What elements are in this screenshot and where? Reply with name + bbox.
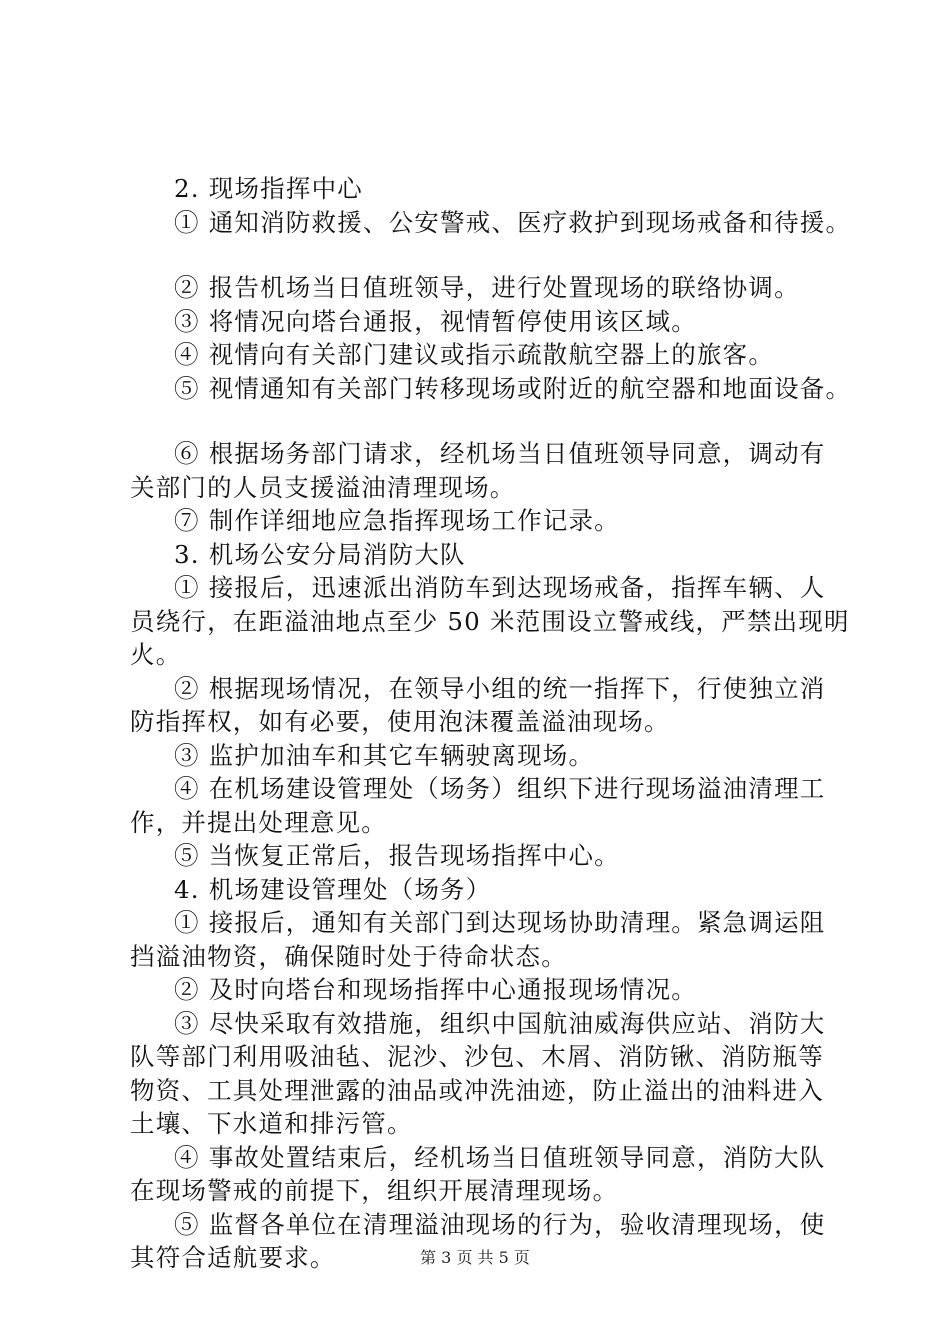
document-body: [130, 172, 852, 1275]
list-item: ⑤ 当恢复正常后，报告现场指挥中心。: [174, 841, 620, 870]
page-number: 第 3 页 共 5 页: [420, 1248, 530, 1267]
list-item: ③ 监护加油车和其它车辆驶离现场。: [174, 740, 595, 770]
list-item: ⑤ 视情通知有关部门转移现场或附近的航空器和地面设备。: [174, 373, 852, 403]
list-item-continuation: 关部门的人员支援溢油清理现场。: [130, 472, 516, 502]
section-heading: 2. 现场指挥中心: [174, 174, 363, 203]
page-footer: [0, 1245, 950, 1268]
list-item: ③ 尽快采取有效措施，组织中国航油威海供应站、消防大: [174, 1008, 826, 1038]
list-item-continuation: 员绕行，在距溢油地点至少 50 米范围设立警戒线，严禁出现明: [130, 606, 850, 636]
list-item: ⑥ 根据场务部门请求，经机场当日值班领导同意，调动有: [174, 439, 826, 468]
list-item: ④ 事故处置结束后，经机场当日值班领导同意，消防大队: [174, 1142, 826, 1172]
list-item: ① 接报后，迅速派出消防车到达现场戒备，指挥车辆、人: [174, 573, 826, 602]
list-item: ⑦ 制作详细地应急指挥现场工作记录。: [174, 506, 620, 535]
list-item-continuation: 火。: [130, 640, 182, 669]
list-item: ② 及时向塔台和现场指挥中心通报现场情况。: [174, 975, 697, 1004]
list-item: ④ 视情向有关部门建议或指示疏散航空器上的旅客。: [174, 340, 775, 369]
list-item: ④ 在机场建设管理处（场务）组织下进行现场溢油清理工: [174, 774, 826, 803]
list-item-continuation: 在现场警戒的前提下，组织开展清理现场。: [130, 1176, 619, 1205]
list-item-continuation: 防指挥权，如有必要，使用泡沫覆盖溢油现场。: [130, 707, 670, 736]
section-heading: 4. 机场建设管理处（场务）: [174, 874, 492, 904]
list-item-continuation: 其符合适航要求。: [130, 1243, 336, 1272]
list-item: ② 报告机场当日值班领导，进行处置现场的联络协调。: [174, 273, 800, 302]
list-item-continuation: 队等部门利用吸油毡、泥沙、沙包、木屑、消防锹、消防瓶等: [130, 1042, 824, 1071]
blank-line: [130, 239, 835, 271]
list-item-continuation: 挡溢油物资，确保随时处于待命状态。: [130, 941, 567, 971]
section-heading: 3. 机场公安分局消防大队: [174, 539, 466, 569]
list-item: ③ 将情况向塔台通报，视情暂停使用该区域。: [174, 306, 697, 336]
list-item: ① 接报后，通知有关部门到达现场协助清理。紧急调运阻: [174, 908, 826, 937]
list-item-continuation: 土壤、下水道和排污管。: [130, 1109, 413, 1138]
list-item-continuation: 作，并提出处理意见。: [130, 807, 387, 837]
list-item: ⑤ 监督各单位在清理溢油现场的行为，验收清理现场，使: [174, 1209, 826, 1239]
blank-line: [130, 405, 835, 437]
list-item: ② 根据现场情况，在领导小组的统一指挥下，行使独立消: [174, 673, 826, 703]
list-item: ① 通知消防救援、公安警戒、医疗救护到现场戒备和待援。: [174, 207, 852, 237]
list-item-continuation: 物资、工具处理泄露的油品或冲洗油迹，防止溢出的油料进入: [130, 1075, 824, 1105]
